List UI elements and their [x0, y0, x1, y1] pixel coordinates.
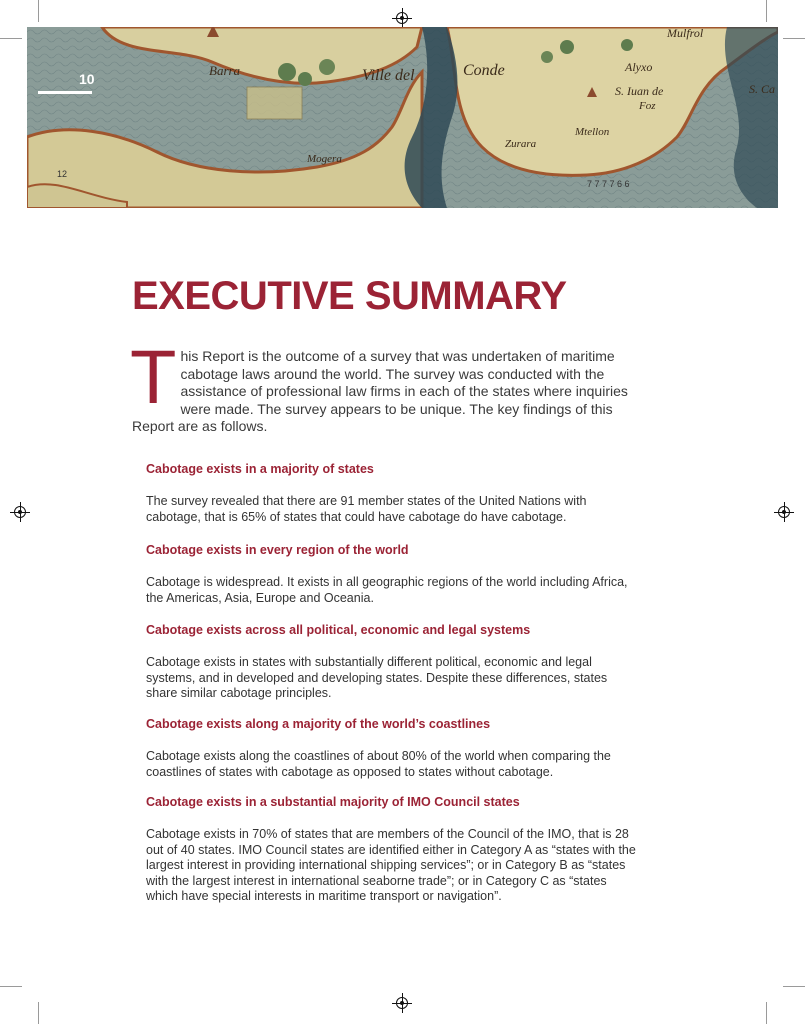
finding-section	[146, 717, 636, 780]
finding-heading: Cabotage exists in a substantial majority of IMO Council states	[146, 795, 520, 809]
page-number: 10	[79, 71, 95, 87]
crop-mark	[766, 0, 767, 22]
registration-mark-icon	[396, 997, 408, 1009]
registration-mark-icon	[778, 506, 790, 518]
svg-text:7 7 7 7 6 6: 7 7 7 7 6 6	[587, 179, 630, 189]
finding-body: Cabotage exists in states with substantially different political, economic and legal systems, and in developed and developing states. Despite these differences, states share similar cabotage principles.	[146, 655, 608, 701]
svg-text:Ville del: Ville del	[362, 67, 415, 84]
finding-body: Cabotage is widespread. It exists in all geographic regions of the world including Africa, the Americas, Asia, Europe and Oceania.	[146, 575, 628, 605]
page-title: EXECUTIVE SUMMARY	[132, 274, 567, 318]
svg-text:S. Iuan de: S. Iuan de	[615, 84, 664, 98]
finding-heading: Cabotage exists in every region of the world	[146, 543, 409, 557]
crop-mark	[0, 38, 22, 39]
svg-text:S. Ca: S. Ca	[749, 82, 776, 96]
svg-text:Mogera: Mogera	[307, 153, 342, 165]
registration-mark-icon	[14, 506, 26, 518]
intro-paragraph	[130, 335, 652, 436]
svg-text:Mtellon: Mtellon	[575, 126, 610, 138]
intro-text: his Report is the outcome of a survey that was undertaken of maritime cabotage laws around the world. The survey was conducted with the assistance of professional law firms in each of the states where inquiries were made. The survey appears to be unique. The key findings of this Report are as follows.	[132, 348, 628, 434]
svg-text:12: 12	[57, 169, 68, 179]
svg-text:Barra: Barra	[209, 63, 241, 78]
svg-text:Conde: Conde	[463, 62, 505, 79]
svg-text:Mulfrol: Mulfrol	[667, 27, 704, 40]
page-number-rule	[38, 91, 92, 94]
svg-text:Foz: Foz	[639, 100, 656, 112]
finding-section	[146, 462, 636, 525]
finding-heading: Cabotage exists along a majority of the world’s coastlines	[146, 717, 491, 731]
finding-body: Cabotage exists in 70% of states that are members of the Council of the IMO, that is 28 out of 40 states. IMO Council states are identified either in Category A as “states with the largest interest in providing international shipping services”; or in Category B as “states with the largest interest in international seaborne trade”; or in Category C as “states which have special interests in maritime transport or navigation”.	[146, 827, 636, 904]
registration-mark-icon	[396, 12, 408, 24]
crop-mark	[783, 38, 805, 39]
finding-heading: Cabotage exists across all political, economic and legal systems	[146, 623, 531, 637]
crop-mark	[38, 0, 39, 22]
crop-mark	[38, 1002, 39, 1024]
map-banner	[27, 27, 778, 208]
finding-heading: Cabotage exists in a majority of states	[146, 462, 374, 476]
crop-mark	[0, 986, 22, 987]
finding-section	[146, 543, 636, 606]
drop-cap: T	[130, 335, 177, 420]
antique-map-illustration	[27, 27, 778, 208]
svg-text:Zurara: Zurara	[505, 138, 537, 150]
finding-body: Cabotage exists along the coastlines of about 80% of the world when comparing the coastlines of states with cabotage as opposed to states without cabotage.	[146, 749, 611, 779]
finding-body: The survey revealed that there are 91 member states of the United Nations with cabotage, that is 65% of states that could have cabotage do have cabotage.	[146, 494, 587, 524]
finding-section	[146, 623, 636, 702]
svg-text:Alyxo: Alyxo	[625, 60, 653, 74]
crop-mark	[766, 1002, 767, 1024]
crop-mark	[783, 986, 805, 987]
finding-section	[146, 795, 636, 905]
